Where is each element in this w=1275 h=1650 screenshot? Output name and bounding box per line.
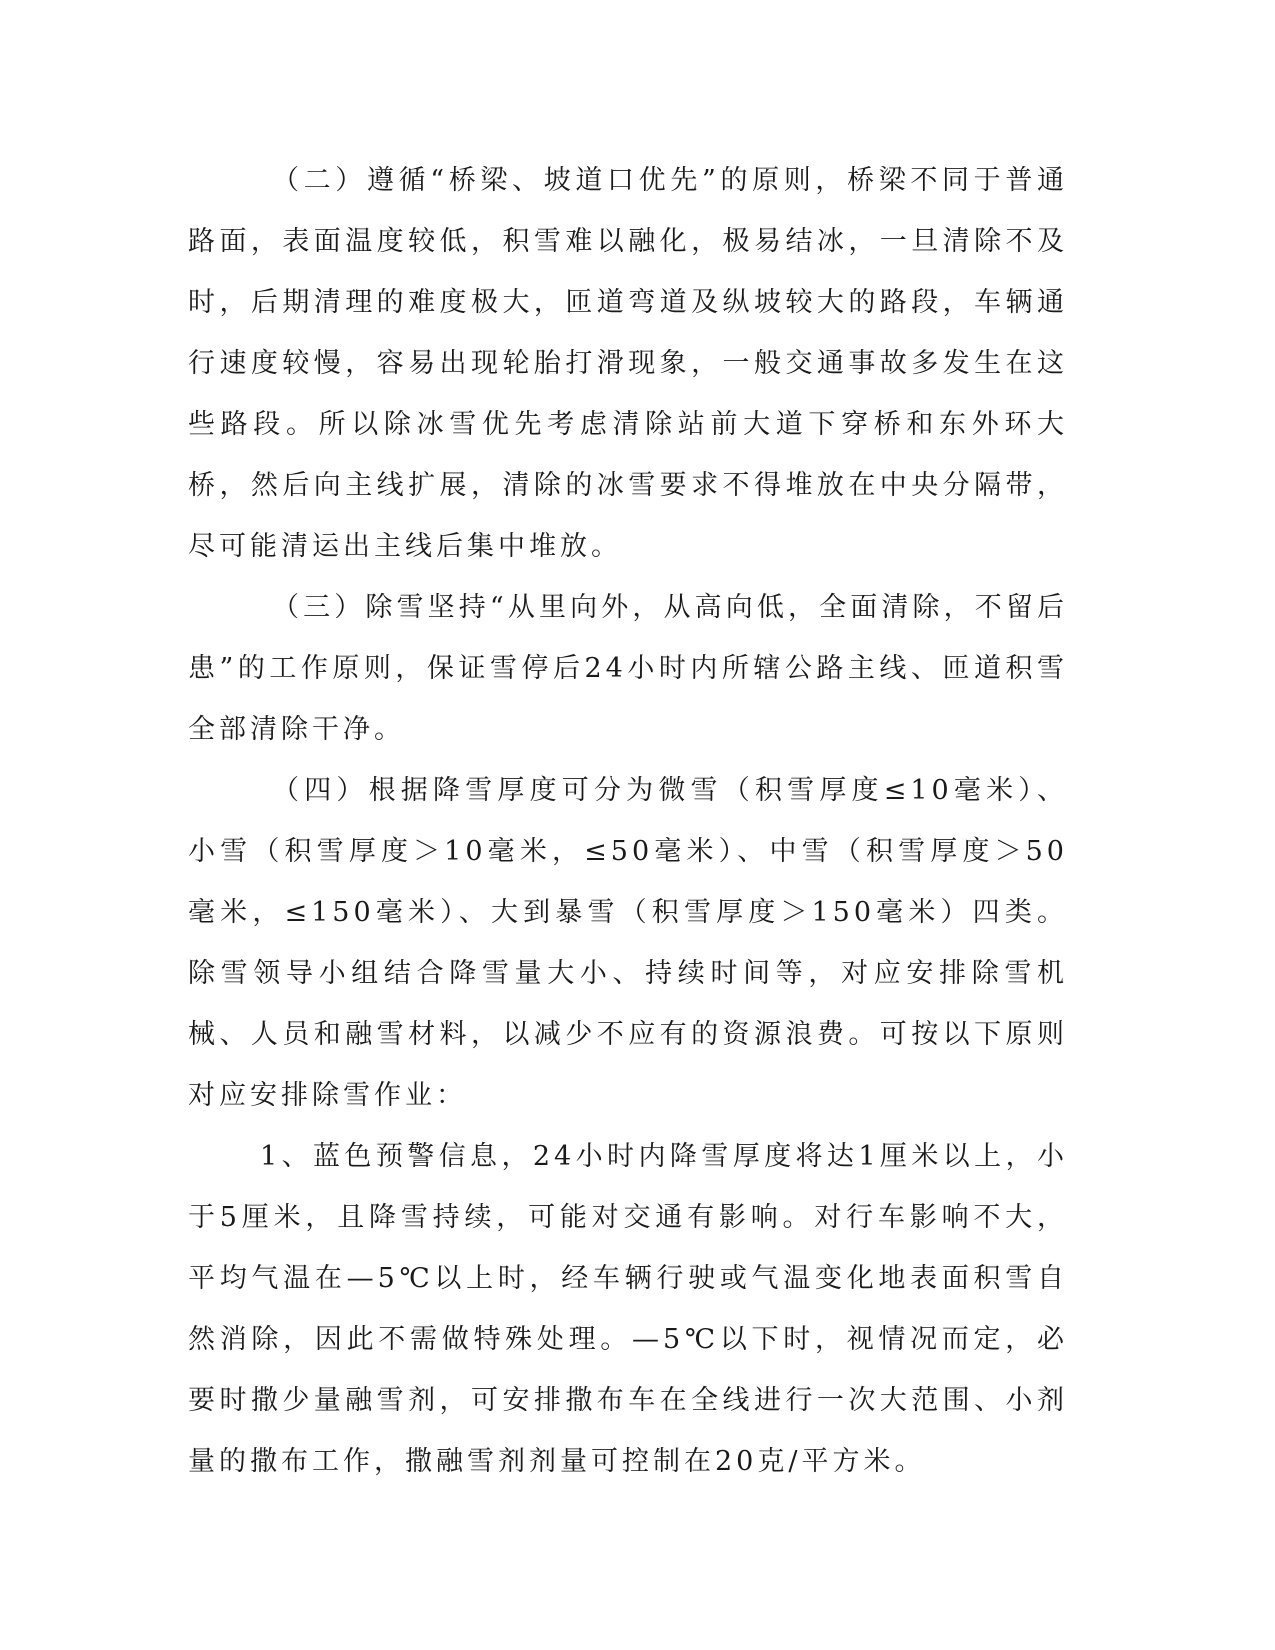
paragraph-blue-warning: 1、蓝色预警信息，24小时内降雪厚度将达1厘米以上，小于5厘米，且降雪持续，可能对交通有影响。对行车影响不大，平均气温在—5℃以上时，经车辆行驶或气温变化地表面积雪自然消除，因此不需做特殊处理。—5℃以下时，视情况而定，必要时撒少量融雪剂，可安排撒布车在全线进行一次大范围、小剂量的撒布工作，撒融雪剂剂量可控制在20克/平方米。	[188, 1141, 1068, 1477]
paragraph-bridge-priority: （二）遵循“桥梁、坡道口优先”的原则，桥梁不同于普通路面，表面温度较低，积雪难以融化，极易结冰，一旦清除不及时，后期清理的难度极大，匝道弯道及纵坡较大的路段，车辆通行速度较慢，容易出现轮胎打滑现象，一般交通事故多发生在这些路段。所以除冰雪优先考虑清除站前大道下穿桥和东外环大桥，然后向主线扩展，清除的冰雪要求不得堆放在中央分隔带，尽可能清运出主线后集中堆放。	[188, 165, 1068, 562]
paragraph-clearing-principle: （三）除雪坚持“从里向外，从高向低，全面清除，不留后患”的工作原则，保证雪停后24小时内所辖公路主线、匝道积雪全部清除干净。	[188, 592, 1068, 745]
document-body	[188, 150, 1068, 1492]
paragraph-snow-classification: （四）根据降雪厚度可分为微雪（积雪厚度≤10毫米）、小雪（积雪厚度＞10毫米，≤50毫米）、中雪（积雪厚度＞50毫米，≤150毫米）、大到暴雪（积雪厚度＞150毫米）四类。除雪领导小组结合降雪量大小、持续时间等，对应安排除雪机械、人员和融雪材料，以减少不应有的资源浪费。可按以下原则对应安排除雪作业：	[188, 775, 1068, 1111]
